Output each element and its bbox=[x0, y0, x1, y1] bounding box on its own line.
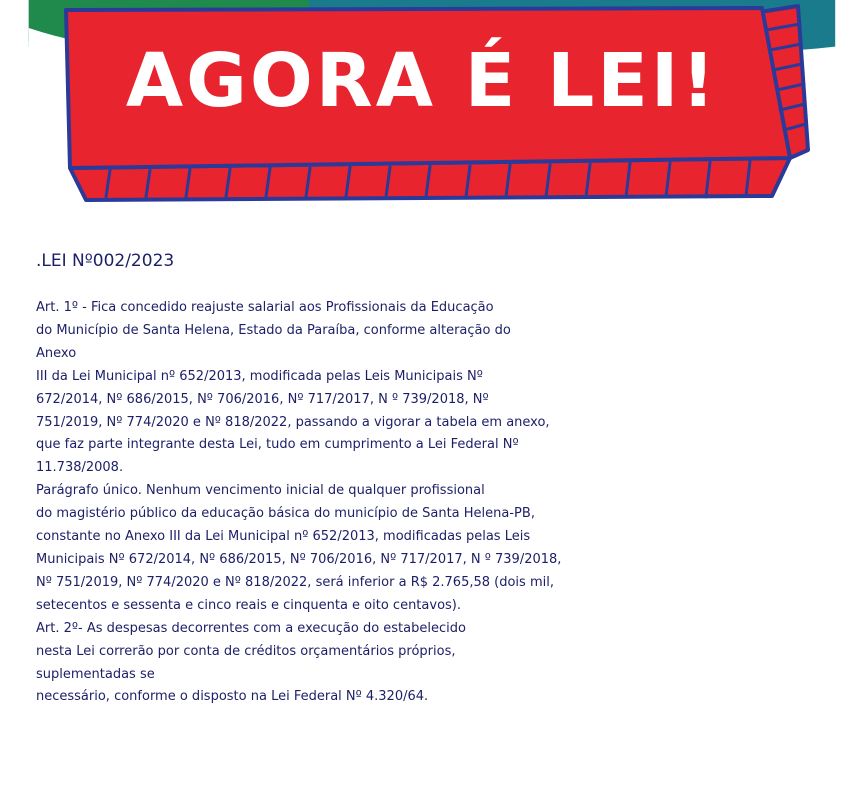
text-line: do magistério público da educação básica do município de Santa Helena-PB, bbox=[36, 506, 535, 522]
text-line: suplementadas se bbox=[36, 666, 155, 682]
text-line: Art. 1º - Fica concedido reajuste salarial aos Profissionais da Educação bbox=[36, 300, 494, 315]
text-line: constante no Anexo III da Lei Municipal nº 652/2013, modificadas pelas Leis bbox=[36, 529, 531, 545]
text-line: do Município de Santa Helena, Estado da Paraíba, conforme alteração do bbox=[36, 322, 511, 338]
text-line: Nº 751/2019, Nº 774/2020 e Nº 818/2022, será inferior a R$ 2.765,58 (dois mil, bbox=[36, 574, 554, 590]
banner-title: AGORA É LEI! bbox=[125, 38, 719, 124]
text-line: 11.738/2008. bbox=[36, 460, 124, 476]
text-line: Parágrafo único. Nenhum vencimento inicial de qualquer profissional bbox=[36, 483, 485, 499]
text-line: setecentos e sessenta e cinco reais e cinquenta e oito centavos). bbox=[36, 597, 461, 613]
text-line: nesta Lei correrão por conta de créditos orçamentários próprios, bbox=[36, 643, 456, 659]
text-line: 751/2019, Nº 774/2020 e Nº 818/2022, passando a vigorar a tabela em anexo, bbox=[36, 414, 550, 430]
text-line: necessário, conforme o disposto na Lei Federal Nº 4.320/64. bbox=[36, 689, 429, 705]
text-line: Art. 2º- As despesas decorrentes com a execução do estabelecido bbox=[36, 620, 466, 636]
law-number: .LEI Nº002/2023 bbox=[36, 251, 175, 271]
text-line: 672/2014, Nº 686/2015, Nº 706/2016, Nº 717/2017, N º 739/2018, Nº bbox=[36, 391, 489, 407]
law-document bbox=[36, 250, 846, 709]
text-line: III da Lei Municipal nº 652/2013, modificada pelas Leis Municipais Nº bbox=[36, 368, 483, 384]
text-line: Municipais Nº 672/2014, Nº 686/2015, Nº 706/2016, Nº 717/2017, N º 739/2018, bbox=[36, 551, 562, 567]
text-line: que faz parte integrante desta Lei, tudo em cumprimento a Lei Federal Nº bbox=[36, 437, 519, 453]
text-line: Anexo bbox=[36, 345, 77, 361]
law-body bbox=[36, 297, 846, 709]
